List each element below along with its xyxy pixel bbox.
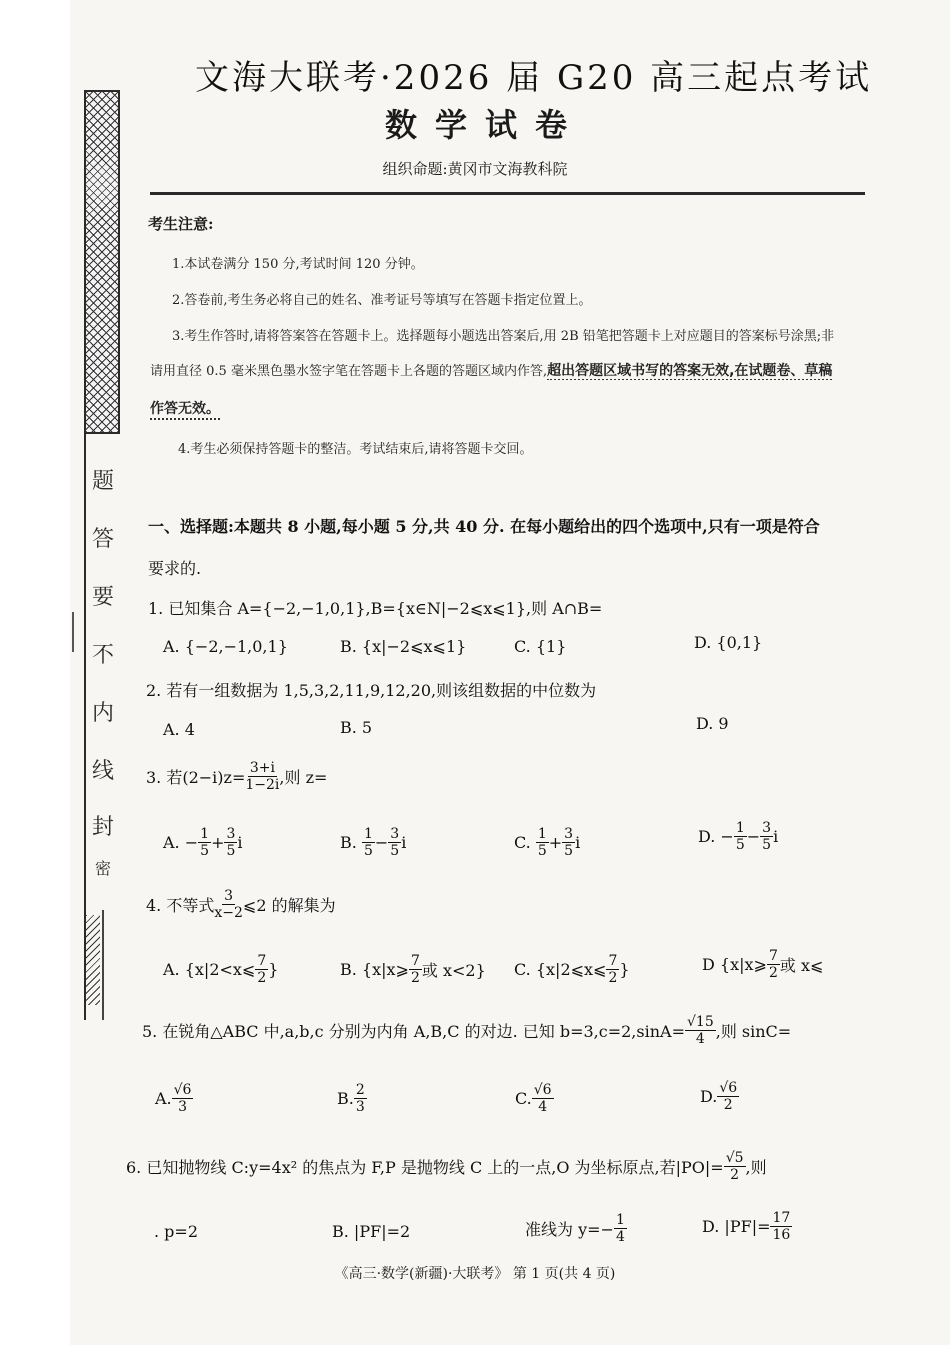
numerator: 1 xyxy=(615,1212,625,1228)
q6-c-text: 准线为 y=− xyxy=(525,1220,614,1239)
q3-a-label: A. − xyxy=(163,833,199,852)
q3-d-label: D. − xyxy=(698,827,734,846)
question-3-stem xyxy=(146,760,327,793)
q5-option-a xyxy=(155,1082,193,1115)
header-rule xyxy=(150,192,865,195)
notice-text: 请用直径 0.5 毫米黑色墨水签字笔在答题卡上各题的答题区域内作答, xyxy=(150,364,548,379)
notice-item: 4.考生必须保持答题卡的整洁。考试结束后,请将答题卡交回。 xyxy=(178,442,533,457)
q6-option-b: B. |PF|=2 xyxy=(332,1222,411,1241)
denominator: 5 xyxy=(735,837,745,853)
numerator: 2 xyxy=(355,1082,365,1098)
q4-a-tail: } xyxy=(268,960,279,979)
numerator: 3 xyxy=(564,826,574,842)
fraction xyxy=(562,826,575,859)
numerator: 7 xyxy=(608,953,618,969)
denominator: 2 xyxy=(723,1097,733,1113)
q2-option-d: D. 9 xyxy=(696,714,729,733)
denominator: 2 xyxy=(608,970,618,986)
q5-stem-text: 5. 在锐角△ABC 中,a,b,c 分别为内角 A,B,C 的对边. 已知 b=3,c=2,sinA= xyxy=(142,1022,685,1041)
q2-option-b: B. 5 xyxy=(340,718,373,737)
imaginary-unit: i xyxy=(773,827,779,846)
q4-d-text: D {x|x⩾ xyxy=(702,955,767,974)
q4-c-tail: } xyxy=(619,960,630,979)
imaginary-unit: i xyxy=(237,833,243,852)
q6-denominator: 2 xyxy=(730,1167,740,1183)
fraction xyxy=(224,826,237,859)
margin-mark xyxy=(72,612,74,652)
q4-b-tail: 或 x<2} xyxy=(421,961,486,980)
fraction xyxy=(536,826,549,859)
numerator: 17 xyxy=(772,1210,791,1226)
q5-denominator: 4 xyxy=(695,1031,705,1047)
question-1-stem: 1. 已知集合 A={−2,−1,0,1},B={x∈N|−2⩽x⩽1},则 A∩B= xyxy=(148,599,603,618)
question-6-stem xyxy=(126,1150,852,1183)
numerator: 1 xyxy=(200,826,210,842)
exam-title: 文海大联考·2026 届 G20 高三起点考试 xyxy=(195,58,873,98)
q4-a-text: A. {x|2<x⩽ xyxy=(163,960,256,979)
q4-fraction xyxy=(214,888,243,921)
denominator: 2 xyxy=(257,970,267,986)
denominator: 5 xyxy=(226,843,236,859)
q4-option-d xyxy=(702,948,852,981)
fraction xyxy=(606,953,619,986)
option-label: C. xyxy=(515,1089,532,1108)
seal-char: 密 xyxy=(94,859,111,878)
q3-numerator: 3+i xyxy=(249,760,275,776)
numerator: 3 xyxy=(762,820,772,836)
denominator: 5 xyxy=(200,843,210,859)
seal-char: 线 xyxy=(91,759,114,784)
fraction xyxy=(770,1210,792,1243)
numerator: √6 xyxy=(719,1080,738,1096)
binding-zigzag xyxy=(86,915,100,1005)
fraction xyxy=(614,1212,627,1245)
q6-option-a: . p=2 xyxy=(154,1222,198,1241)
q4-b-text: B. {x|x⩾ xyxy=(340,960,409,979)
denominator: 2 xyxy=(768,965,778,981)
fraction xyxy=(255,953,268,986)
fraction xyxy=(172,1082,194,1115)
fraction xyxy=(354,1082,367,1115)
seal-char: 内 xyxy=(91,701,114,726)
fraction xyxy=(388,826,401,859)
q3-option-b xyxy=(340,826,406,859)
exam-subject: 数学试卷 xyxy=(384,106,585,144)
q3-stem-tail: ,则 z= xyxy=(279,768,328,787)
imaginary-unit: i xyxy=(575,833,581,852)
q1-option-c: C. {1} xyxy=(514,637,567,656)
q5-numerator: √15 xyxy=(686,1014,714,1030)
numerator: √6 xyxy=(533,1082,552,1098)
q5-option-d xyxy=(700,1080,739,1113)
q6-option-d xyxy=(702,1210,792,1243)
q3-option-d xyxy=(698,820,778,853)
section-heading: 一、选择题:本题共 8 小题,每小题 5 分,共 40 分. 在每小题给出的四个选项中,只有一项是符合 xyxy=(148,517,820,536)
fraction xyxy=(760,820,773,853)
q4-c-text: C. {x|2⩽x⩽ xyxy=(514,960,607,979)
operator: + xyxy=(211,833,225,852)
numerator: 1 xyxy=(363,826,373,842)
numerator: 1 xyxy=(537,826,547,842)
q4-stem-tail: ⩽2 的解集为 xyxy=(242,896,336,915)
notice-item: 3.考生作答时,请将答案答在答题卡上。选择题每小题选出答案后,用 2B 铅笔把答题卡上对应题目的答案标号涂黑;非 xyxy=(172,329,835,344)
notice-item: 2.答卷前,考生务必将自己的姓名、准考证号等填写在答题卡指定位置上。 xyxy=(172,293,592,308)
q4-d-tail: 或 x⩽ xyxy=(779,956,824,975)
paper-sheet xyxy=(70,0,950,1345)
denominator: 4 xyxy=(538,1099,548,1115)
q4-stem-text: 4. 不等式 xyxy=(146,896,215,915)
fraction xyxy=(198,826,211,859)
numerator: 7 xyxy=(410,953,420,969)
q1-option-a: A. {−2,−1,0,1} xyxy=(163,637,288,656)
q4-option-c xyxy=(514,953,630,986)
numerator: √6 xyxy=(173,1082,192,1098)
section-heading-cont: 要求的. xyxy=(148,559,202,578)
q6-stem-text: 6. 已知抛物线 C:y=4x² 的焦点为 F,P 是抛物线 C 上的一点,O 为坐标原点,若|PO|= xyxy=(126,1158,724,1177)
q3-b-label: B. xyxy=(340,833,362,852)
denominator: 5 xyxy=(537,843,547,859)
q5-stem-tail: ,则 sinC= xyxy=(715,1022,792,1041)
seal-char: 封 xyxy=(91,815,114,840)
q3-c-label: C. xyxy=(514,833,536,852)
numerator: 3 xyxy=(226,826,236,842)
notice-emphasis: 超出答题区域书写的答案无效,在试题卷、草稿 xyxy=(547,363,833,379)
question-5-stem xyxy=(142,1014,850,1047)
denominator: 5 xyxy=(390,843,400,859)
operator: + xyxy=(548,833,563,852)
seal-char: 不 xyxy=(91,643,114,668)
denominator: 5 xyxy=(762,837,772,853)
fraction xyxy=(717,1080,739,1113)
organizer: 组织命题:黄冈市文海教科院 xyxy=(382,160,568,178)
q4-denominator: x−2 xyxy=(214,905,243,921)
denominator: 3 xyxy=(355,1099,365,1115)
q3-denominator: 1−2i xyxy=(245,777,280,793)
seal-line-inner xyxy=(102,910,104,1020)
denominator: 16 xyxy=(772,1227,791,1243)
q6-option-c xyxy=(525,1212,627,1245)
q4-option-b xyxy=(340,953,486,986)
operator: − xyxy=(746,827,761,846)
numerator: 7 xyxy=(257,953,267,969)
seal-char: 题 xyxy=(91,469,114,494)
q3-option-c xyxy=(514,826,580,859)
q6-stem-tail: ,则 xyxy=(745,1158,767,1177)
seal-char: 答 xyxy=(91,527,114,552)
option-label: B. xyxy=(337,1089,354,1108)
q6-fraction xyxy=(724,1150,746,1183)
denominator: 4 xyxy=(615,1229,625,1245)
denominator: 5 xyxy=(363,843,373,859)
fraction xyxy=(409,953,422,986)
seal-char: 要 xyxy=(91,585,114,610)
question-2-stem: 2. 若有一组数据为 1,5,3,2,11,9,12,20,则该组数据的中位数为 xyxy=(146,681,597,700)
option-label: A. xyxy=(155,1089,172,1108)
page-footer: 《高三·数学(新疆)·大联考》 第 1 页(共 4 页) xyxy=(334,1266,616,1282)
q5-option-b xyxy=(337,1082,367,1115)
fraction xyxy=(767,948,780,981)
numerator: 3 xyxy=(390,826,400,842)
q1-option-d: D. {0,1} xyxy=(694,633,763,652)
option-label: D. xyxy=(700,1087,718,1106)
q5-option-c xyxy=(515,1082,554,1115)
imaginary-unit: i xyxy=(401,833,407,852)
notice-item: 1.本试卷满分 150 分,考试时间 120 分钟。 xyxy=(172,257,424,272)
fraction xyxy=(362,826,375,859)
q3-stem-text: 3. 若(2−i)z= xyxy=(146,768,246,787)
fraction xyxy=(532,1082,554,1115)
q6-d-text: D. |PF|= xyxy=(702,1217,771,1236)
q3-option-a xyxy=(163,826,243,859)
q4-option-a xyxy=(163,953,278,986)
question-4-stem xyxy=(146,888,336,921)
q1-option-b: B. {x|−2⩽x⩽1} xyxy=(340,637,467,656)
notice-heading: 考生注意: xyxy=(148,215,214,233)
fraction xyxy=(734,820,747,853)
q4-numerator: 3 xyxy=(224,888,234,904)
notice-item-cont xyxy=(150,360,865,380)
denominator: 3 xyxy=(178,1099,188,1115)
numerator: 7 xyxy=(768,948,778,964)
denominator: 5 xyxy=(564,843,574,859)
denominator: 2 xyxy=(410,970,420,986)
numerator: 1 xyxy=(735,820,745,836)
q3-fraction xyxy=(245,760,279,793)
q5-fraction xyxy=(685,1014,716,1047)
operator: − xyxy=(374,833,389,852)
q6-numerator: √5 xyxy=(725,1150,744,1166)
notice-emphasis-end: 作答无效。 xyxy=(150,398,220,420)
q2-option-a: A. 4 xyxy=(163,720,195,739)
